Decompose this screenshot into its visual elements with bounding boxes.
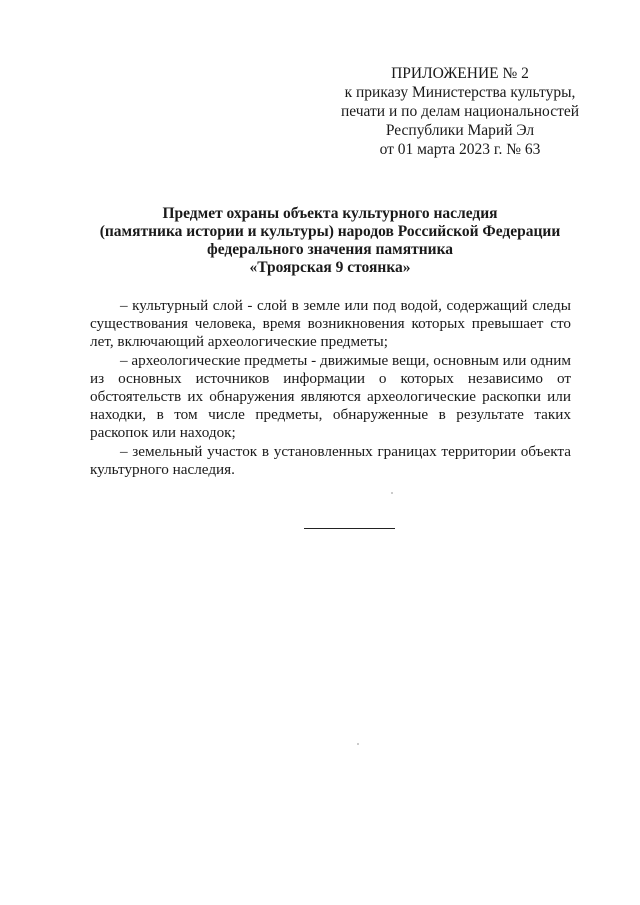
paragraph-archaeological-items: – археологические предметы - движимые вещи, основным или одним из основных источников информации о которых независимо от обстоятельств их обнаружения являются археологические раскопки или находки, в том числе предметы, обнаруженные в результате таких раскопок или находок; (90, 351, 571, 442)
appendix-number: ПРИЛОЖЕНИЕ № 2 (391, 65, 529, 82)
paragraph-land-plot: – земельный участок в установленных границах территории объекта культурного наследия. (90, 442, 571, 478)
title-line-4: «Троярская 9 стоянка» (249, 259, 411, 276)
title-line-2: (памятника истории и культуры) народов Российской Федерации (99, 223, 561, 240)
document-body (90, 297, 571, 479)
scan-speck (357, 743, 359, 745)
appendix-ministry-line: печати и по делам национальностей (340, 103, 580, 120)
appendix-date-line: от 01 марта 2023 г. № 63 (379, 141, 541, 158)
paragraph-cultural-layer: – культурный слой - слой в земле или под водой, содержащий следы существования человека, время возникновения которых превышает сто лет, включающий археологические предметы; (90, 297, 571, 351)
appendix-order-line: к приказу Министерства культуры, (344, 84, 576, 101)
closing-divider (304, 528, 395, 529)
title-line-3: федерального значения памятника (206, 241, 454, 258)
document-title (90, 205, 570, 277)
title-line-1: Предмет охраны объекта культурного наследия (162, 205, 498, 222)
appendix-header (330, 64, 590, 159)
appendix-republic-line: Республики Марий Эл (385, 122, 535, 139)
scan-speck (391, 492, 393, 494)
